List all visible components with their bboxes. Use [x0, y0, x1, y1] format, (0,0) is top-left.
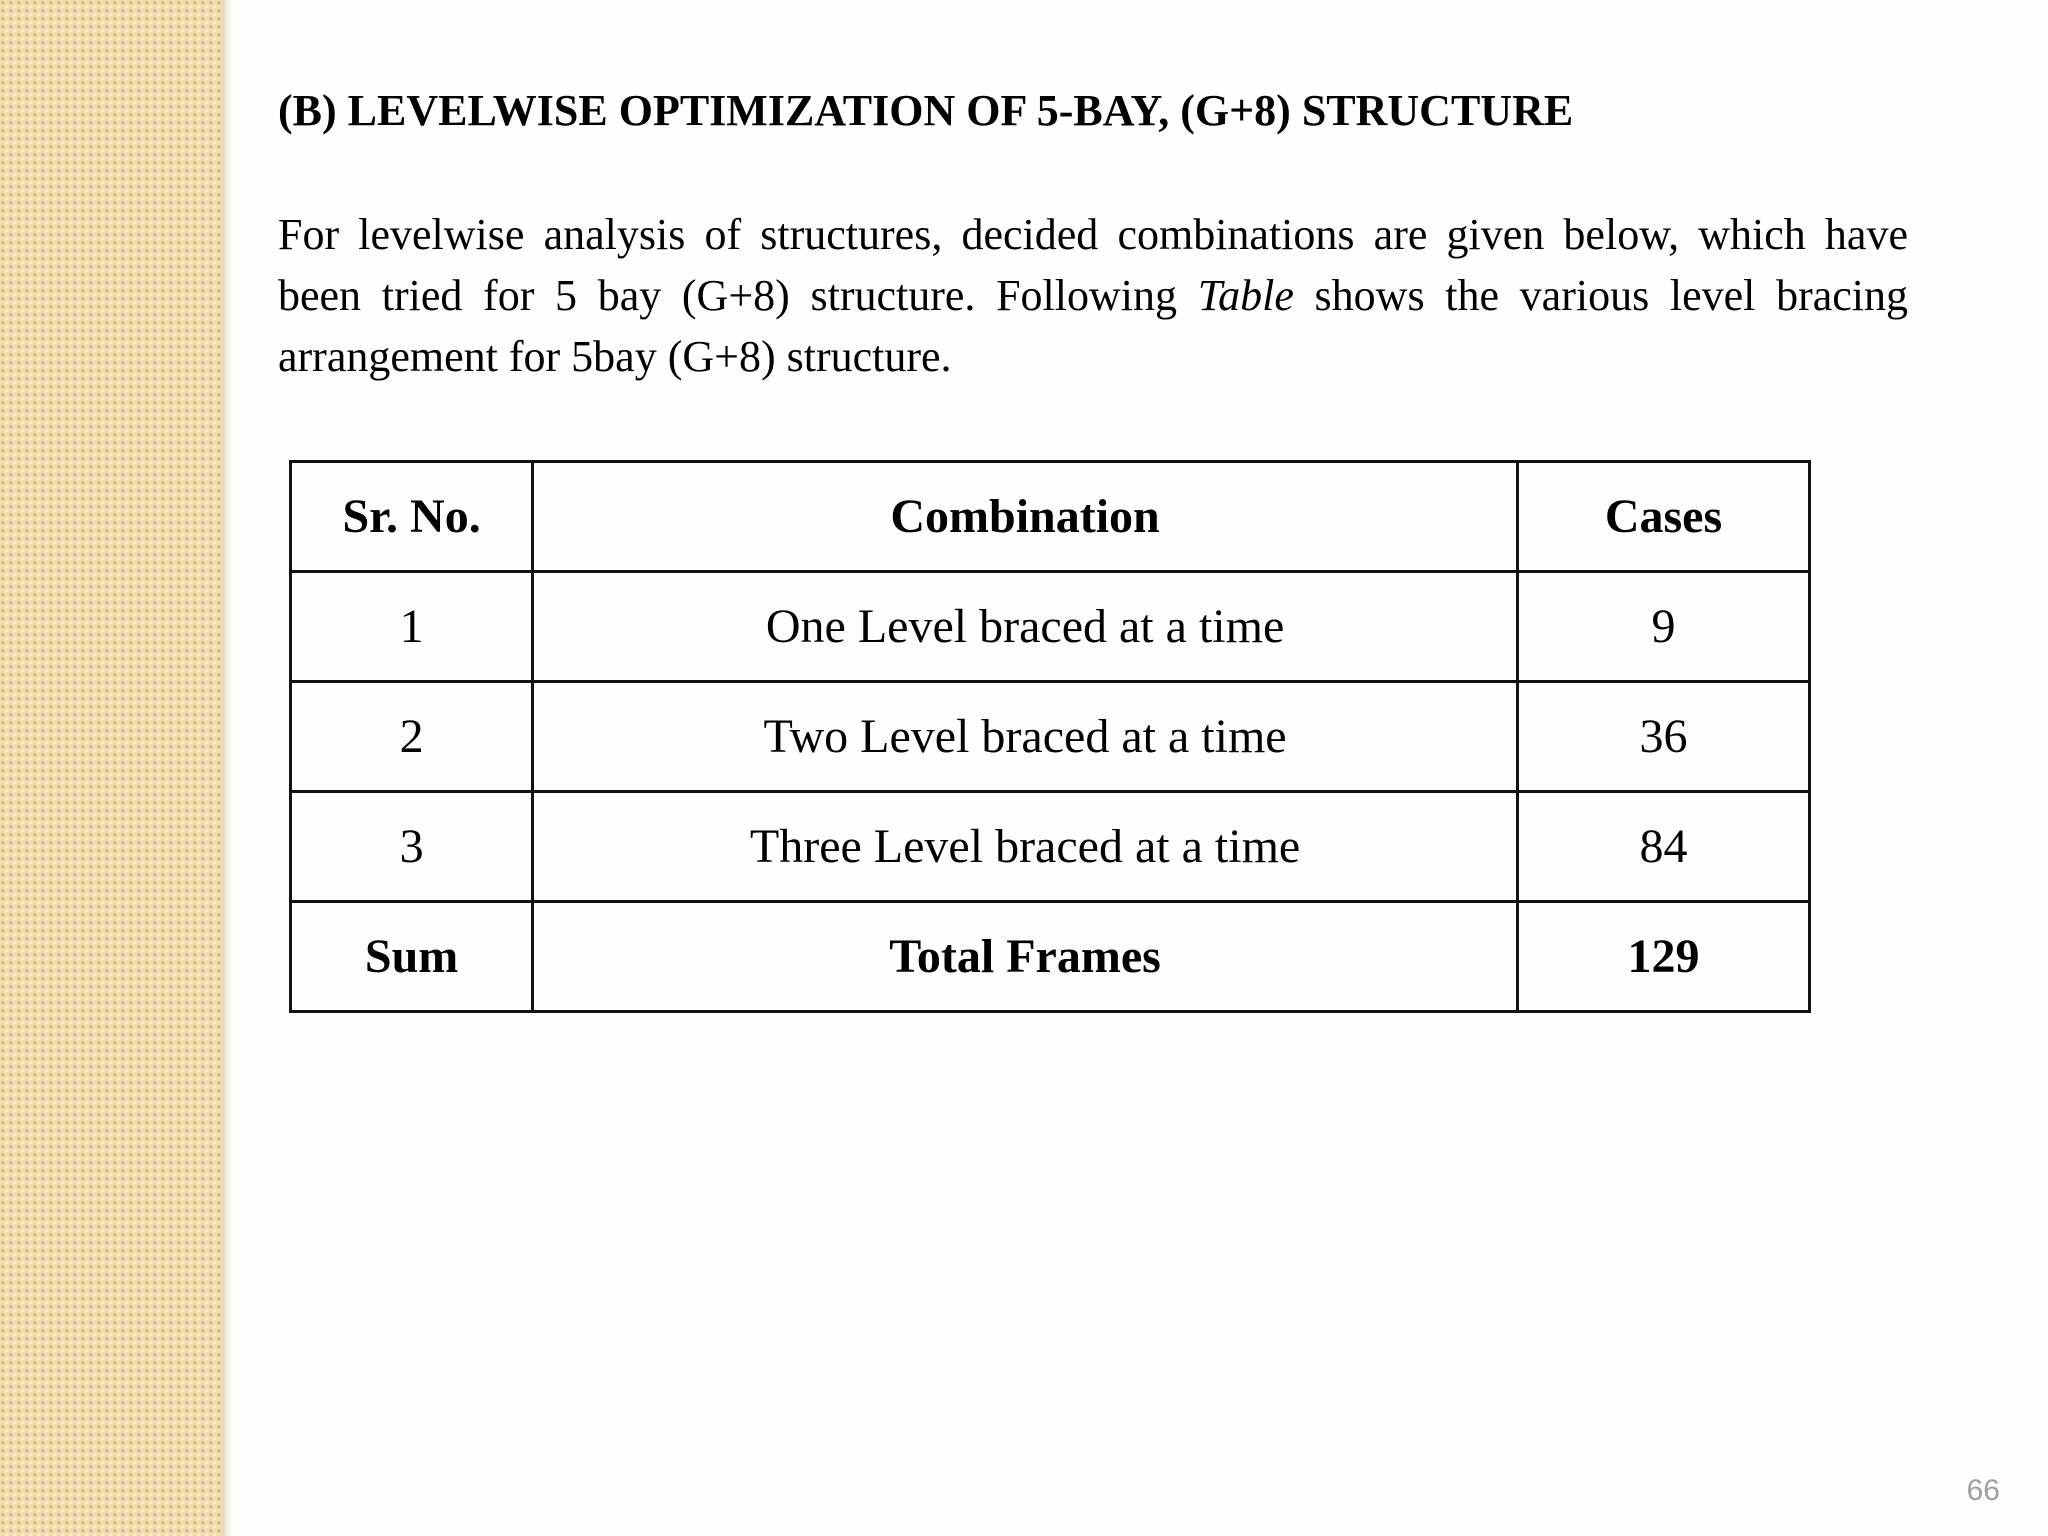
table-row — [291, 792, 1810, 902]
header-cases: Cases — [1517, 462, 1809, 572]
cell-combination: Two Level braced at a time — [533, 682, 1518, 792]
slide-number: 66 — [1966, 1474, 2000, 1507]
intro-text-part1: For levelwise analysis of structures, decided combinations are given below, which have been tried for 5 bay (G+8) structure. Following — [278, 210, 1908, 320]
cell-sum-label: Sum — [291, 902, 533, 1012]
table-row — [291, 682, 1810, 792]
cell-sr-no: 1 — [291, 572, 533, 682]
combinations-table — [289, 460, 1811, 1013]
cell-sr-no: 3 — [291, 792, 533, 902]
intro-paragraph — [278, 204, 1908, 387]
cell-total-frames-label: Total Frames — [533, 902, 1518, 1012]
cell-combination: Three Level braced at a time — [533, 792, 1518, 902]
cell-sr-no: 2 — [291, 682, 533, 792]
cell-cases: 84 — [1517, 792, 1809, 902]
header-sr-no: Sr. No. — [291, 462, 533, 572]
table-total-row — [291, 902, 1810, 1012]
cell-cases: 36 — [1517, 682, 1809, 792]
intro-text-italic: Table — [1197, 271, 1294, 320]
slide-heading: (B) LEVELWISE OPTIMIZATION OF 5-BAY, (G+8) STRUCTURE — [278, 86, 1574, 135]
table-header-row — [291, 462, 1810, 572]
decorative-side-strip — [0, 0, 222, 1536]
side-strip-shadow — [222, 0, 232, 1536]
cell-total-cases: 129 — [1517, 902, 1809, 1012]
header-combination: Combination — [533, 462, 1518, 572]
cell-cases: 9 — [1517, 572, 1809, 682]
intro-text-part2: shows the various level bracing arrangement for 5bay (G+8) structure. — [278, 271, 1909, 381]
table-row — [291, 572, 1810, 682]
cell-combination: One Level braced at a time — [533, 572, 1518, 682]
